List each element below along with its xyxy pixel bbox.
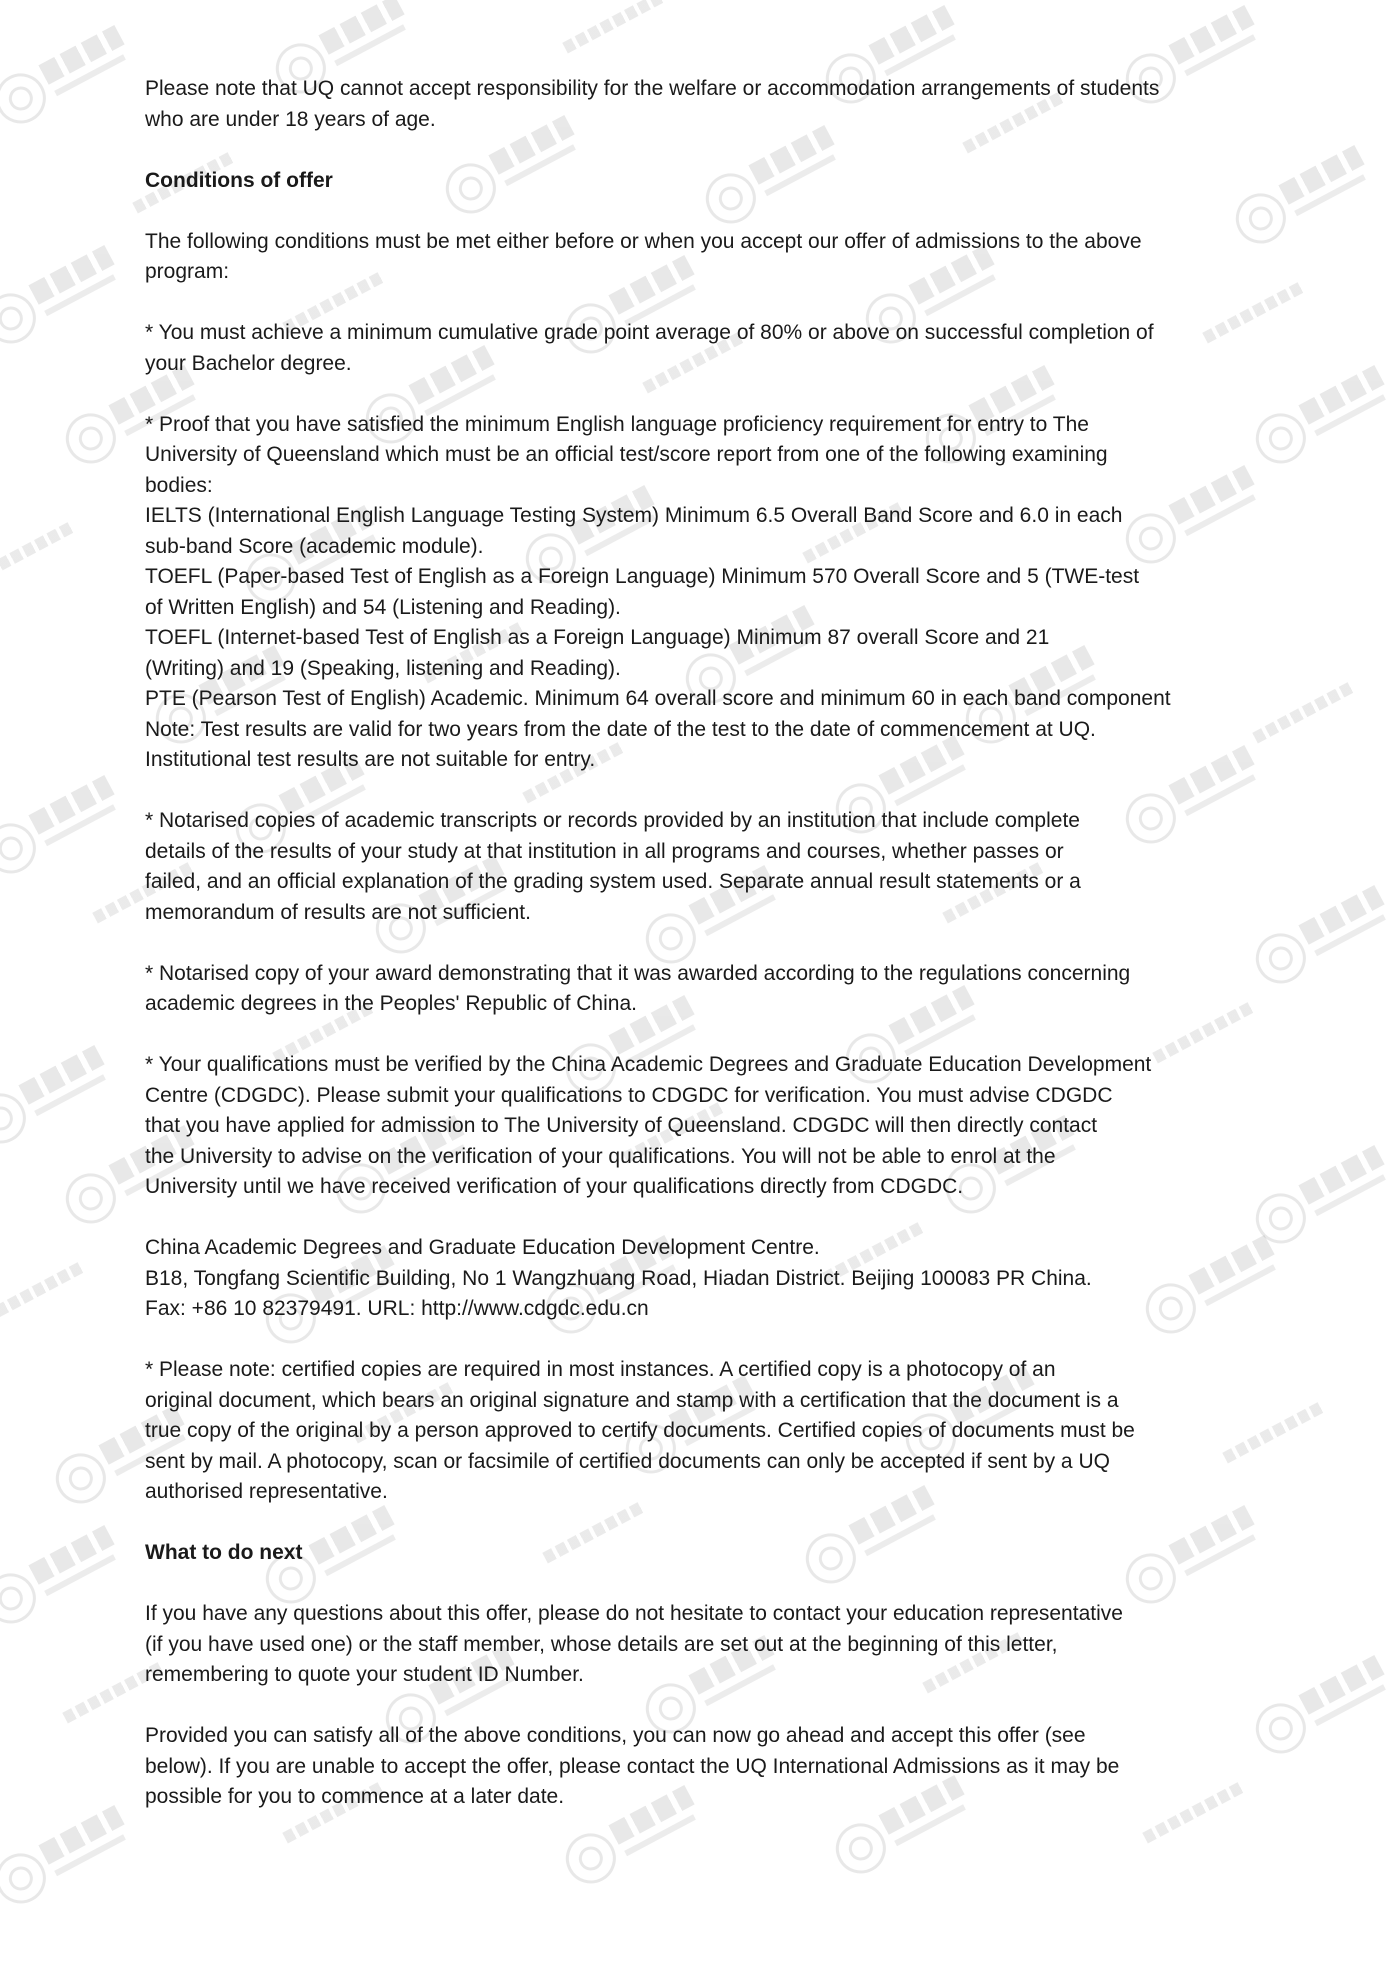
text-line: (if you have used one) or the staff member, whose details are set out at the beginning of this letter, [145, 1632, 1058, 1656]
conditions-section [145, 227, 1295, 1508]
text-line: Fax: +86 10 82379491. URL: http://www.cdgdc.edu.cn [145, 1297, 649, 1320]
watermark-seal-icon [0, 229, 138, 361]
text-line: China Academic Degrees and Graduate Education Development Centre. [145, 1236, 820, 1259]
paragraph [145, 410, 1295, 776]
watermark-seal-icon [0, 1256, 91, 1334]
text-line: bodies: [145, 473, 213, 497]
next-section [145, 1599, 1295, 1813]
text-line: your Bachelor degree. [145, 351, 352, 375]
text-line: failed, and an official explanation of the grading system used. Separate annual result statements or a [145, 870, 1081, 893]
text-line: that you have applied for admission to The University of Queensland. CDGDC will then directly contact [145, 1114, 1098, 1137]
text-line: Provided you can satisfy all of the above conditions, you can now go ahead and accept this offer (see [145, 1724, 1086, 1747]
text-line: University of Queensland which must be an official test/score report from one of the following examining [145, 443, 1108, 466]
text-line: * Your qualifications must be verified by the China Academic Degrees and Graduate Education Development [145, 1053, 1152, 1076]
watermark-seal-icon [0, 759, 138, 891]
text-line: original document, which bears an original signature and stamp with a certification that the document is a [145, 1388, 1119, 1412]
text-line: * You must achieve a minimum cumulative grade point average of 80% or above on successful completion of [145, 321, 1154, 344]
text-line: * Please note: certified copies are required in most instances. A certified copy is a photocopy of an [145, 1358, 1056, 1381]
watermark-seal-icon [0, 1029, 128, 1161]
paragraph [145, 227, 1295, 288]
watermark-seal-icon [0, 1789, 148, 1921]
text-line: program: [145, 260, 230, 283]
paragraph [145, 1233, 1295, 1325]
text-line: If you have any questions about this offer, please do not hesitate to contact your education representative [145, 1602, 1123, 1625]
text-line: Note: Test results are valid for two years from the date of the test to the date of commencement at UQ. [145, 717, 1096, 741]
text-line: of Written English) and 54 (Listening and Reading). [145, 595, 621, 619]
text-line: remembering to quote your student ID Number. [145, 1663, 584, 1686]
text-line: sub-band Score (academic module). [145, 534, 484, 558]
text-line: B18, Tongfang Scientific Building, No 1 Wangzhuang Road, Hiadan District. Beijing 100083 PR China. [145, 1266, 1092, 1290]
text-line: IELTS (International English Language Testing System) Minimum 6.5 Overall Band Score and 6.0 in each [145, 504, 1123, 527]
text-line: Institutional test results are not suitable for entry. [145, 748, 596, 771]
watermark-seal-icon [0, 9, 148, 141]
text-line: PTE (Pearson Test of English) Academic. Minimum 64 overall score and minimum 60 in each band component [145, 687, 1171, 710]
text-line: sent by mail. A photocopy, scan or facsimile of certified documents can only be accepted if sent by a UQ [145, 1449, 1110, 1473]
paragraph [145, 806, 1295, 928]
intro-section [145, 74, 1295, 135]
watermark-seal-icon [0, 1509, 138, 1641]
text-line: The following conditions must be met either before or when you accept our offer of admissions to the above [145, 229, 1142, 253]
paragraph [145, 74, 1295, 135]
text-line: Centre (CDGDC). Please submit your qualifications to CDGDC for verification. You must advise CDGDC [145, 1083, 1113, 1107]
next-heading: What to do next [145, 1541, 303, 1564]
document-page [145, 74, 1295, 1843]
text-line: TOEFL (Internet-based Test of English as a Foreign Language) Minimum 87 overall Score and 21 [145, 626, 1050, 649]
text-line: (Writing) and 19 (Speaking, listening and Reading). [145, 656, 621, 680]
paragraph [145, 1721, 1295, 1813]
text-line: the University to advise on the verification of your qualifications. You will not be able to enrol at the [145, 1144, 1056, 1168]
paragraph [145, 1050, 1295, 1203]
text-line: * Proof that you have satisfied the minimum English language proficiency requirement for entry to The [145, 412, 1089, 436]
text-line: academic degrees in the Peoples' Republic of China. [145, 992, 637, 1015]
conditions-heading: Conditions of offer [145, 168, 333, 192]
text-line: who are under 18 years of age. [145, 107, 436, 131]
paragraph [145, 318, 1295, 379]
text-line: * Notarised copy of your award demonstrating that it was awarded according to the regulations concerning [145, 961, 1131, 985]
watermark-seal-icon [559, 0, 670, 64]
text-line: * Notarised copies of academic transcripts or records provided by an institution that include complete [145, 809, 1080, 832]
text-line: University until we have received verification of your qualifications directly from CDGDC. [145, 1175, 964, 1198]
text-line: details of the results of your study at that institution in all programs and courses, whether passes or [145, 839, 1064, 863]
text-line: possible for you to commence at a later date. [145, 1785, 565, 1808]
text-line: true copy of the original by a person approved to certify documents. Certified copies of documents must be [145, 1419, 1135, 1442]
paragraph [145, 1599, 1295, 1691]
text-line: authorised representative. [145, 1480, 388, 1503]
text-line: Please note that UQ cannot accept responsibility for the welfare or accommodation arrangements of students [145, 77, 1160, 100]
text-line: below). If you are unable to accept the offer, please contact the UQ International Admissions as it may be [145, 1754, 1120, 1778]
text-line: TOEFL (Paper-based Test of English as a Foreign Language) Minimum 570 Overall Score and 5 (TWE-test [145, 565, 1140, 588]
paragraph [145, 959, 1295, 1020]
paragraph [145, 1355, 1295, 1508]
watermark-seal-icon [0, 516, 81, 594]
text-line: memorandum of results are not sufficient. [145, 900, 531, 924]
